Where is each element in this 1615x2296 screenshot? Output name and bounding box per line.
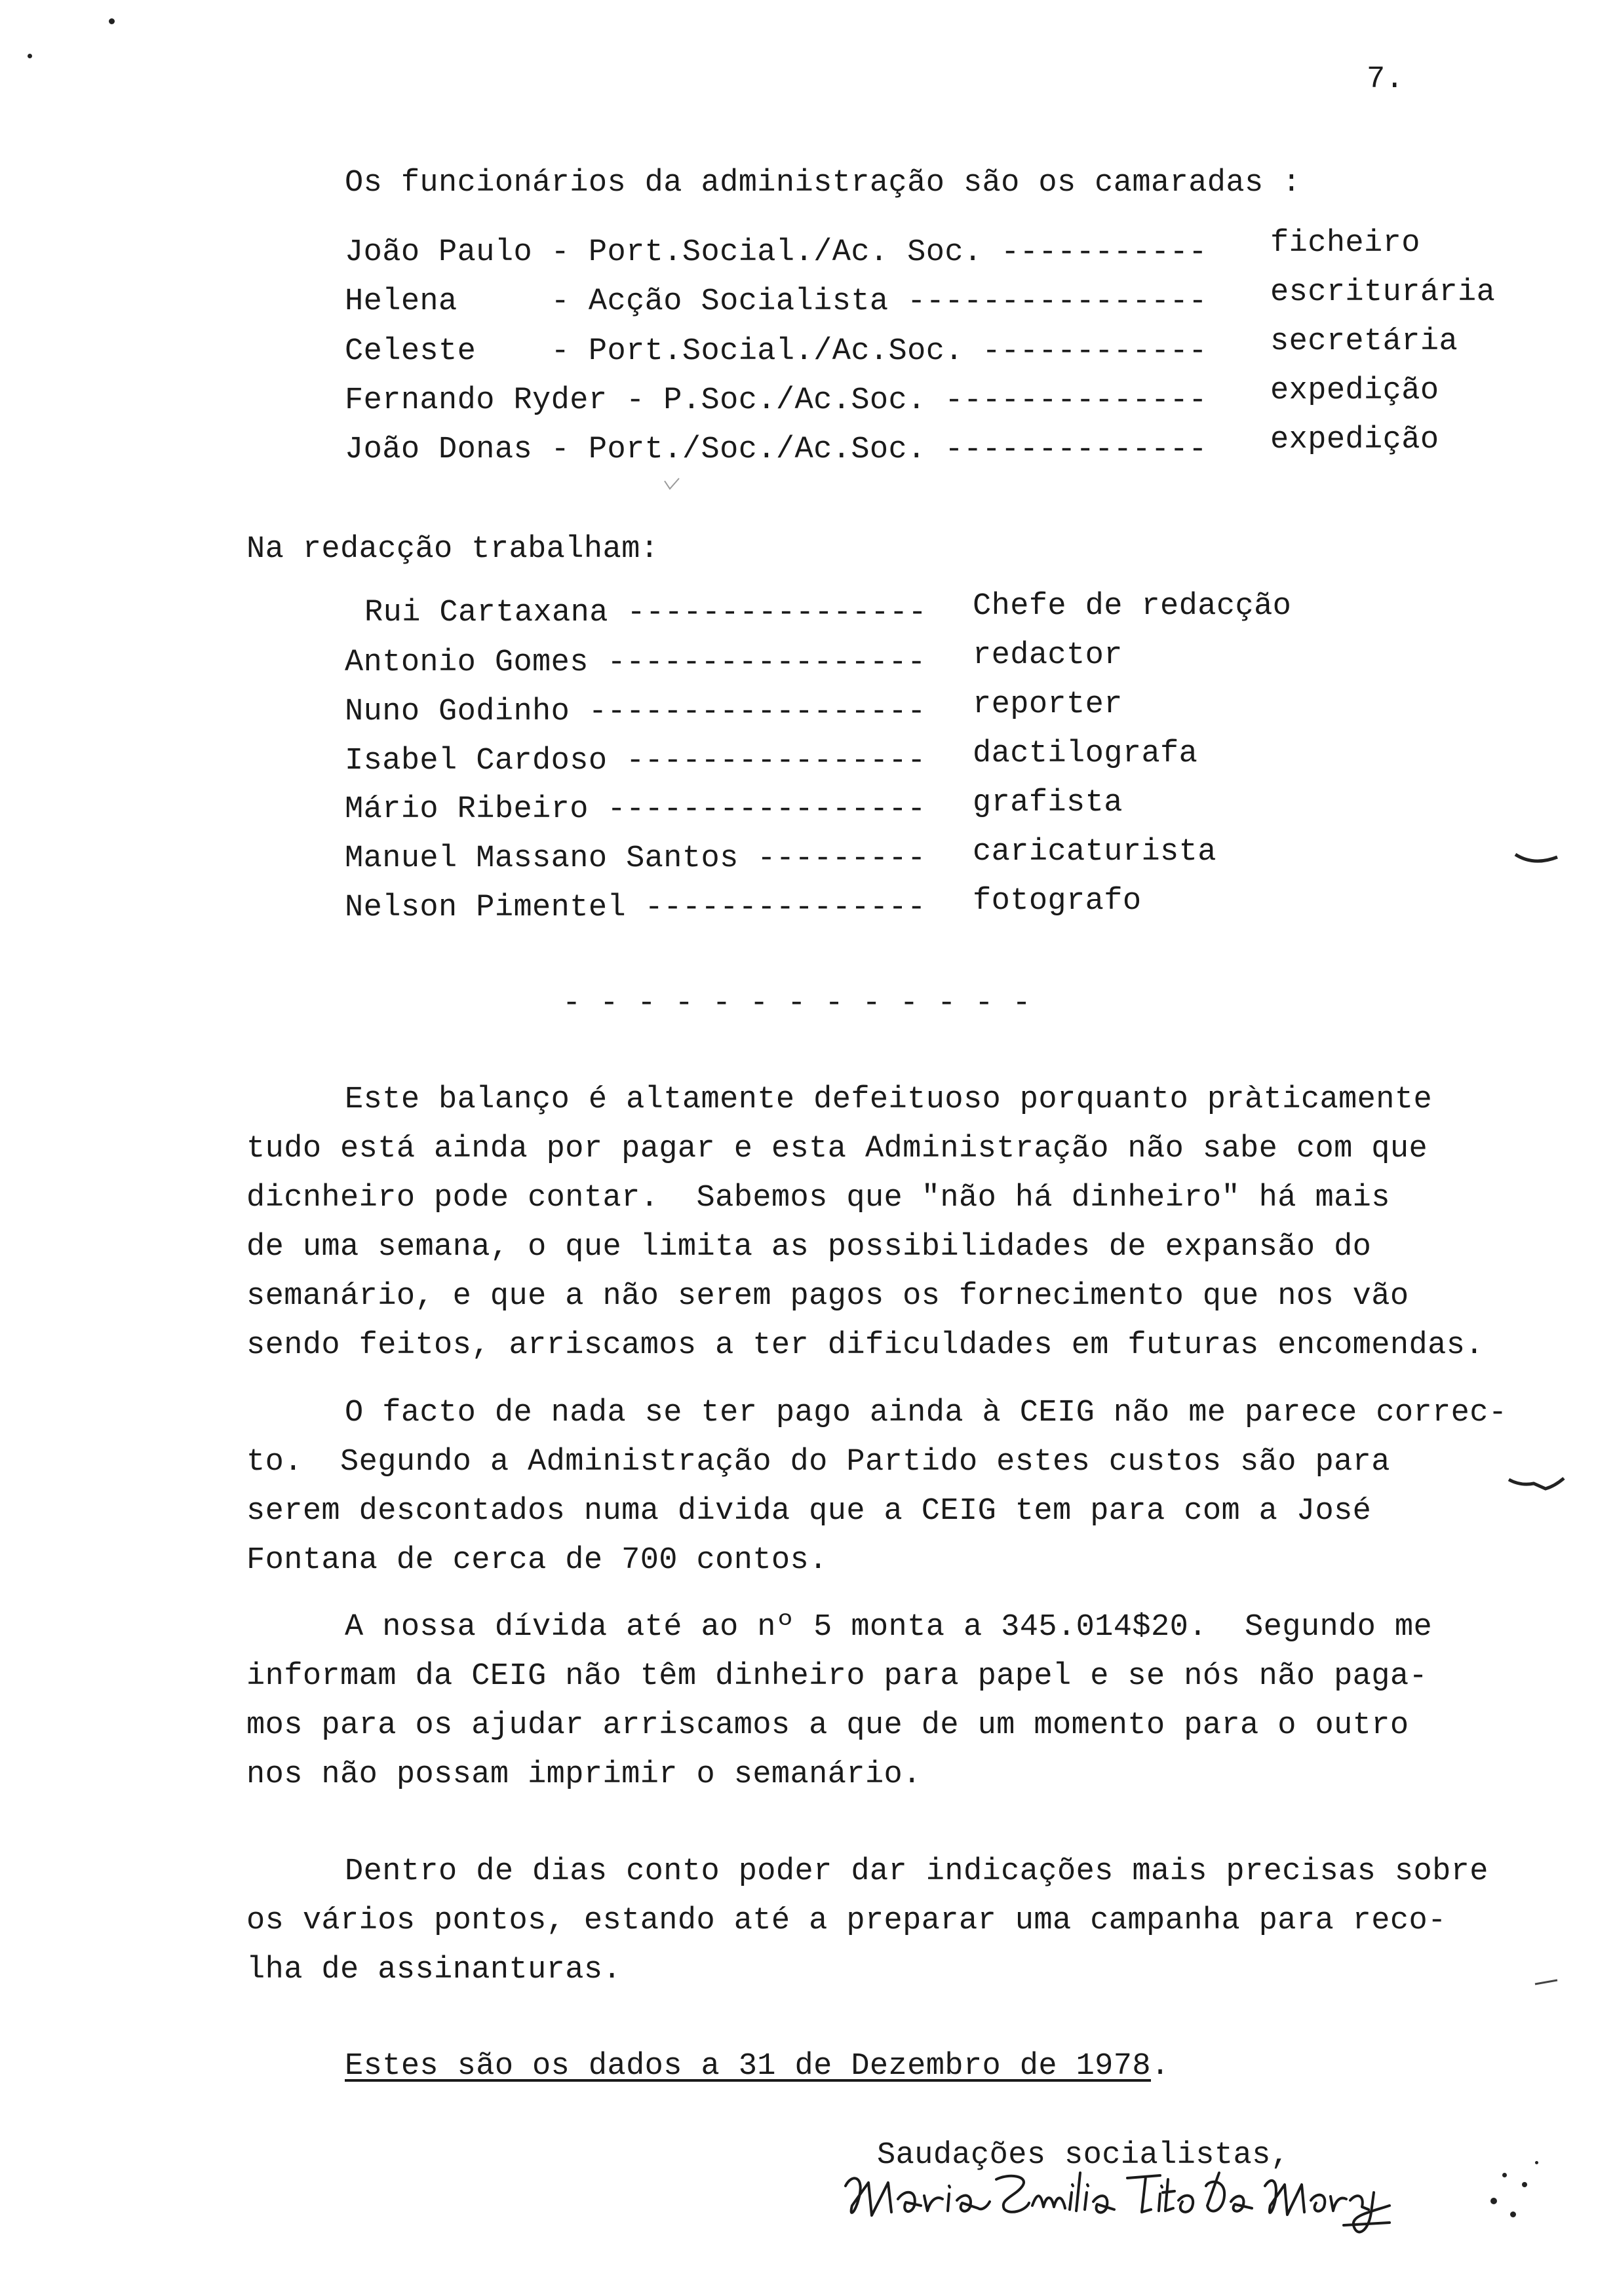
admin-row-left: Helena - Acção Socialista ---------------- — [345, 284, 1207, 319]
paragraph-line: Este balanço é altamente defeituoso porquanto pràticamente — [345, 1082, 1433, 1117]
paragraph-line: os vários pontos, estando até a preparar uma campanha para reco- — [246, 1904, 1447, 1938]
section-separator: - - - - - - - - - - - - - — [562, 986, 1032, 1021]
paragraph-line: dicnheiro pode contar. Sabemos que "não há dinheiro" há mais — [246, 1181, 1390, 1215]
paragraph-line: tudo está ainda por pagar e esta Administração não sabe com que — [246, 1132, 1428, 1166]
paragraph-line: Fontana de cerca de 700 contos. — [246, 1543, 828, 1578]
paragraph-line: nos não possam imprimir o semanário. — [246, 1757, 922, 1792]
scan-speck — [1522, 2182, 1527, 2187]
admin-row-left: Celeste - Port.Social./Ac.Soc. ------------ — [345, 334, 1207, 369]
margin-bracket-mark — [1508, 1473, 1566, 1499]
redaccao-row-left: Mário Ribeiro ----------------- — [345, 792, 926, 827]
redaccao-row-left: Rui Cartaxana ---------------- — [364, 596, 927, 630]
redaccao-row-role: Chefe de redacção — [973, 589, 1292, 624]
paragraph-line: A nossa dívida até ao nº 5 monta a 345.014$20. Segundo me — [345, 1610, 1433, 1645]
scan-speck — [1535, 2161, 1538, 2164]
redaccao-row-left: Nuno Godinho ------------------ — [345, 695, 926, 729]
paragraph-line: serem descontados numa divida que a CEIG tem para com a José — [246, 1494, 1372, 1529]
scan-speck — [109, 18, 115, 24]
admin-row-left: Fernando Ryder - P.Soc./Ac.Soc. -------------- — [345, 383, 1207, 418]
admin-row-role: expedição — [1270, 423, 1439, 457]
admin-row-role: secretária — [1270, 324, 1458, 359]
paragraph-line: Dentro de dias conto poder dar indicações mais precisas sobre — [345, 1854, 1489, 1889]
scan-speck — [1510, 2211, 1516, 2217]
handwritten-signature — [832, 2160, 1396, 2251]
admin-row-role: expedição — [1270, 373, 1439, 408]
paragraph-line: sendo feitos, arriscamos a ter dificuldades em futuras encomendas. — [246, 1328, 1484, 1363]
closing-date: Estes são os dados a 31 de Dezembro de 1978 — [345, 2049, 1151, 2084]
margin-dash-mark — [1534, 1979, 1560, 1987]
margin-bracket-mark — [1514, 852, 1560, 871]
admin-intro: Os funcionários da administração são os camaradas : — [345, 166, 1301, 201]
pencil-tick-mark — [663, 477, 683, 497]
closing-date-line — [345, 2051, 1170, 2082]
redaccao-row-role: caricaturista — [973, 835, 1216, 870]
redaccao-row-role: redactor — [973, 638, 1123, 673]
redaccao-row-role: fotografo — [973, 884, 1142, 919]
paragraph-line: O facto de nada se ter pago ainda à CEIG não me parece correc- — [345, 1396, 1508, 1430]
scan-speck — [1502, 2173, 1507, 2177]
page-number: 7. — [1367, 62, 1405, 97]
scan-speck — [1490, 2198, 1497, 2204]
redaccao-intro: Na redacção trabalham: — [246, 532, 659, 567]
redaccao-row-role: dactilografa — [973, 737, 1198, 771]
admin-row-role: ficheiro — [1270, 226, 1420, 261]
redaccao-row-role: grafista — [973, 786, 1123, 820]
redaccao-row-role: reporter — [973, 687, 1123, 722]
redaccao-row-left: Manuel Massano Santos --------- — [345, 841, 926, 876]
paragraph-line: mos para os ajudar arriscamos a que de um momento para o outro — [246, 1708, 1409, 1743]
paragraph-line: lha de assinanturas. — [246, 1953, 622, 1987]
paragraph-line: de uma semana, o que limita as possibilidades de expansão do — [246, 1230, 1372, 1265]
redaccao-row-left: Nelson Pimentel --------------- — [345, 890, 926, 925]
admin-row-role: escriturária — [1270, 275, 1496, 310]
paragraph-line: to. Segundo a Administração do Partido estes custos são para — [246, 1445, 1390, 1480]
redaccao-row-left: Isabel Cardoso ---------------- — [345, 744, 926, 778]
paragraph-line: semanário, e que a não serem pagos os fornecimento que nos vão — [246, 1279, 1409, 1314]
scan-speck — [28, 54, 32, 58]
paragraph-line: informam da CEIG não têm dinheiro para papel e se nós não paga- — [246, 1659, 1428, 1694]
closing-date-period: . — [1151, 2049, 1170, 2084]
admin-row-left: João Donas - Port./Soc./Ac.Soc. -------------- — [345, 432, 1207, 467]
admin-row-left: João Paulo - Port.Social./Ac. Soc. ----------- — [345, 235, 1207, 270]
salutation: Saudações socialistas, — [877, 2138, 1290, 2173]
redaccao-row-left: Antonio Gomes ----------------- — [345, 645, 926, 680]
